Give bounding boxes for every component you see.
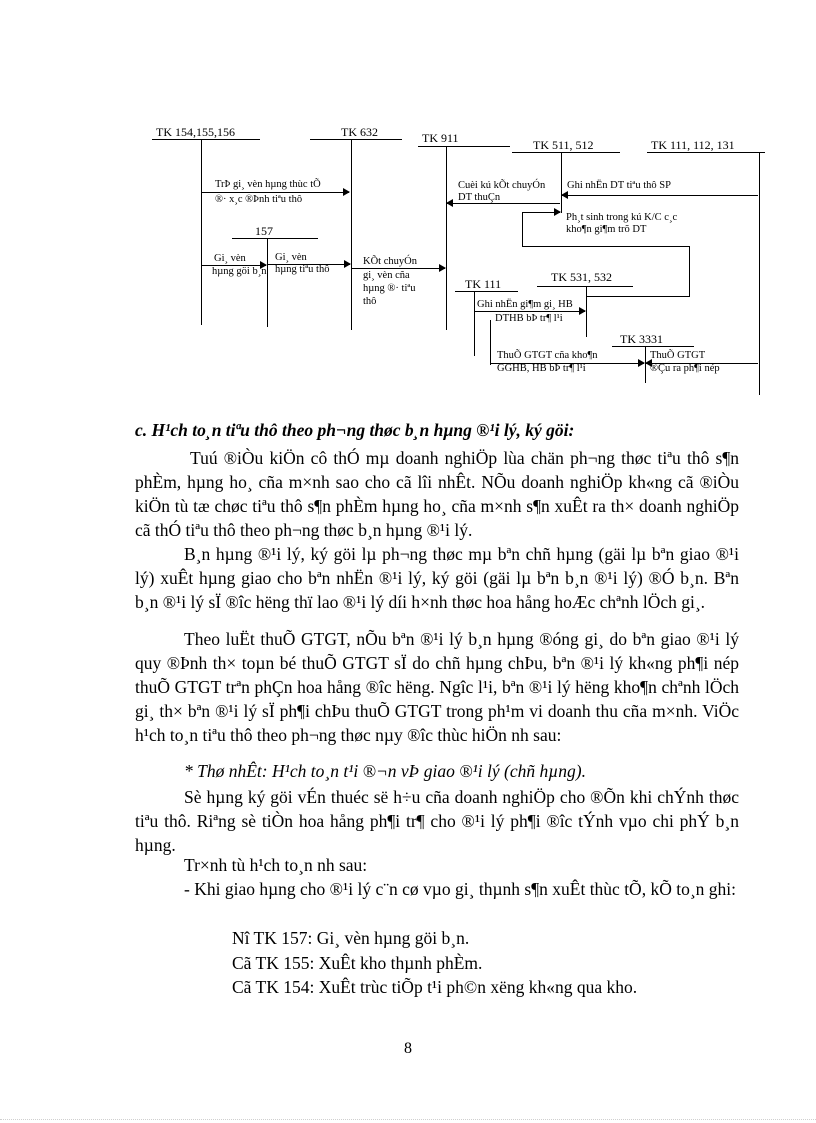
paragraph-4: * Thø nhÊt: H¹ch to¸n t¹i ®¬n vÞ giao ®¹i lý (chñ hµng).: [184, 761, 587, 781]
paragraph-3: Theo luËt thuÕ GTGT, nÕu bªn ®¹i lý b¸n hµng ®óng gi¸ do bªn giao ®¹i lý quy ®Þnh th× toµn bé thuÕ GTGT sÏ do chñ hµng chÞu, bªn ®¹i lý kh«ng ph¶i nép thuÕ GTGT trªn phÇn hoa hång ®îc hëng. Ngîc l¹i, bªn ®¹i lý hëng kho¶n chªnh lÖch gi¸ th× bªn ®¹i lý sÏ ph¶i chÞu thuÕ GTGT trong ph¹m vi doanh thu cña m×nh. ViÖc h¹ch to¸n tiªu thô theo ph¬ng thøc nµy ®îc thùc hiÖn nh sau:: [135, 629, 739, 745]
account-157: 157: [255, 224, 273, 238]
account-tk111-lower: TK 111: [465, 277, 502, 291]
note-actual-cost: TrÞ gi¸ vèn hµng thùc tÕ: [215, 179, 321, 190]
paragraph-7: - Khi giao hµng cho ®¹i lý c¨n cø vµo gi¸ thµnh s¶n xuÊt thùc tÕ, kÕ to¸n ghi:: [184, 879, 737, 899]
note-vat-output-1: ThuÕ GTGT: [650, 350, 706, 361]
note-transfer-3: hµng ®· tiªu: [363, 283, 416, 294]
paragraph-1: Tuú ®iÒu kiÖn cô thÓ mµ doanh nghiÖp lùa chän ph¬ng thøc tiªu thô s¶n phÈm, hµng ho¸ cña m×nh sao cho cã lîi nhÊt. NÕu doanh nghiÖp kh«ng cã ®iÒu kiÖn tù tæ chøc tiªu thô s¶n phÈm hµng ho¸ cña m×nh s¶n xuÊt ra th× doanh nghiÖp cã thÓ tiªu thô theo ph¬ng thøc b¸n hµng ®¹i lý.: [135, 448, 739, 540]
note-consigned-cost-1: Gi¸ vèn: [214, 253, 246, 264]
note-net-revenue-2: DT thuÇn: [458, 192, 501, 203]
account-tk511: TK 511, 512: [533, 138, 594, 152]
account-tk154: TK 154,155,156: [156, 125, 235, 139]
note-consigned-cost-2: hµng göi b¸n: [212, 266, 267, 277]
note-vat-return-1: ThuÕ GTGT cña kho¶n: [497, 350, 598, 361]
journal-entry-credit-155: Cã TK 155: XuÊt kho thµnh phÈm.: [232, 953, 483, 973]
note-deductions-1: Ph¸t sinh trong kú K/C c¸c: [566, 212, 678, 223]
note-sold-cost-2: hµng tiªu thô: [275, 264, 330, 275]
note-vat-output-2: ®Çu ra ph¶i nép: [650, 363, 720, 374]
account-tk3331: TK 3331: [620, 332, 663, 346]
note-transfer-1: KÕt chuyÓn: [363, 256, 417, 267]
note-transfer-4: thô: [363, 296, 377, 307]
note-record-revenue: Ghi nhËn DT tiªu thô SP: [567, 180, 671, 191]
note-determined-sold: ®· x¸c ®Þnh tiªu thô: [215, 194, 303, 205]
note-sold-cost-1: Gi¸ vèn: [275, 252, 307, 263]
paragraph-6: Tr×nh tù h¹ch to¸n nh sau:: [184, 855, 368, 875]
account-tk111: TK 111, 112, 131: [651, 138, 735, 152]
account-tk632: TK 632: [341, 125, 378, 139]
paragraph-2: B¸n hµng ®¹i lý, ký göi lµ ph¬ng thøc mµ bªn chñ hµng (gäi lµ bªn giao ®¹i lý) xuÊt hµng giao cho bªn nhËn ®¹i lý, ký göi (gäi lµ bªn b¸n ®¹i lý) ®Ó b¸n. Bªn b¸n ®¹i lý sÏ ®îc hëng thï lao ®¹i lý díi h×nh thøc hoa hång hoÆc chªnh lÖch gi¸.: [135, 544, 739, 612]
note-deductions-2: kho¶n gi¶m trõ DT: [566, 224, 647, 235]
note-discount-1: Ghi nhËn gi¶m gi¸ HB: [477, 299, 573, 310]
note-net-revenue-1: Cuèi kú kÕt chuyÓn: [458, 180, 546, 191]
page-number: 8: [404, 1040, 412, 1057]
paragraph-5: Sè hµng ký göi vÉn thuéc së h÷u cña doanh nghiÖp cho ®Õn khi chÝnh thøc tiªu thô. Riªng sè tiÒn hoa hång ph¶i tr¶ cho ®¹i lý ph¶i ®îc tÝnh vµo chi phÝ b¸n hµng.: [135, 787, 739, 855]
journal-entry-debit: Nî TK 157: Gi¸ vèn hµng göi b¸n.: [232, 928, 470, 948]
note-discount-2: DTHB bÞ tr¶ l¹i: [495, 313, 563, 324]
account-tk911: TK 911: [422, 131, 459, 145]
journal-entry-credit-154: Cã TK 154: XuÊt trùc tiÕp t¹i ph©n xëng kh«ng qua kho.: [232, 977, 638, 997]
note-transfer-2: gi¸ vèn cña: [363, 270, 410, 281]
section-heading: c. H¹ch to¸n tiªu thô theo ph¬ng thøc b¸n hµng ®¹i lý, ký göi:: [135, 420, 575, 440]
account-tk531: TK 531, 532: [551, 270, 612, 284]
note-vat-return-2: GGHB, HB bÞ tr¶ l¹i: [497, 363, 586, 374]
footer-divider: [0, 1119, 816, 1120]
